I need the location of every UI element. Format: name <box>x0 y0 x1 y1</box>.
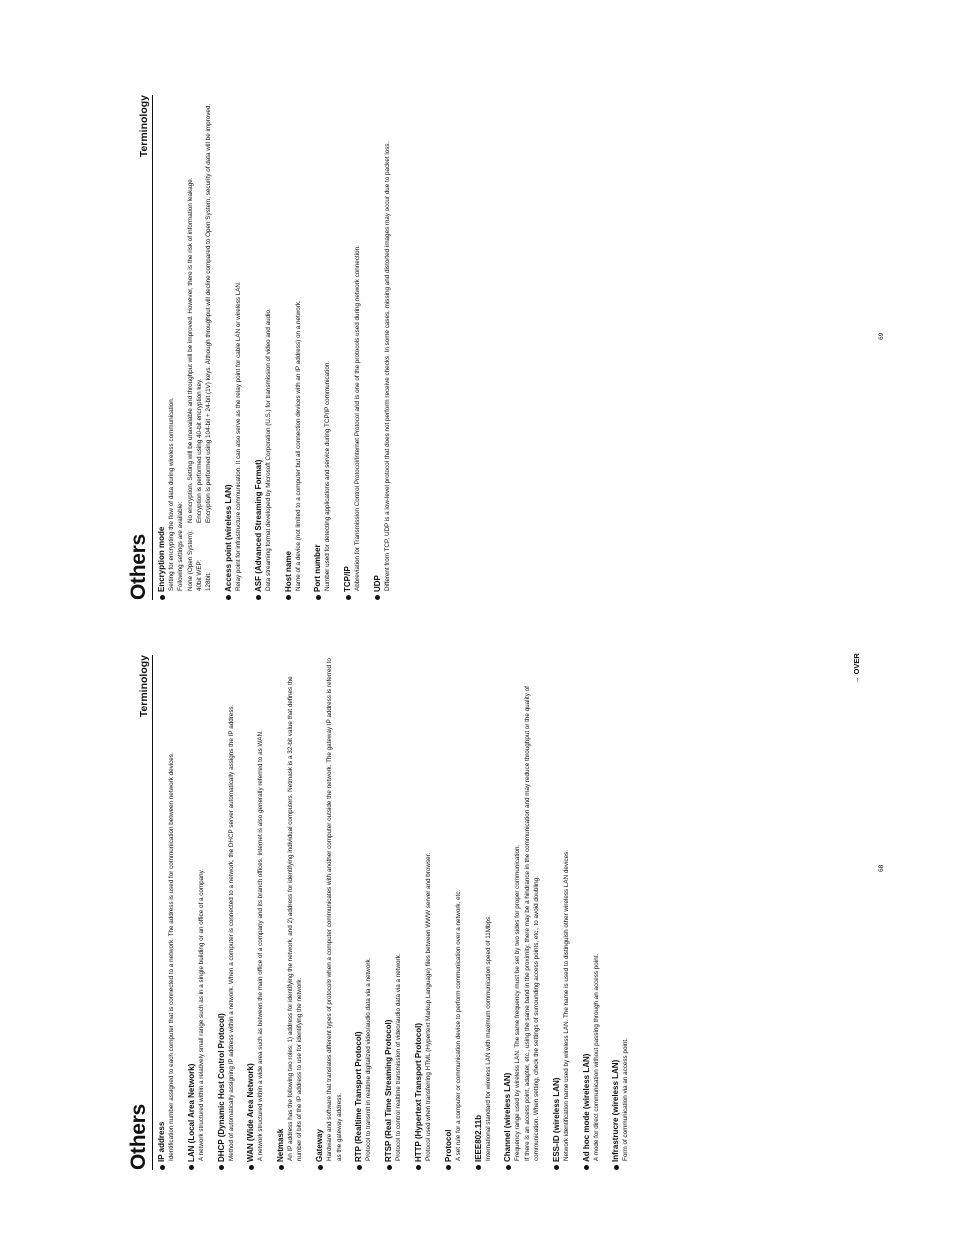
term-name: IEEE802.11b <box>473 1114 483 1162</box>
term-name: WAN (Wide Area Network) <box>246 1063 256 1162</box>
bullet-icon <box>357 1165 362 1170</box>
term-entry-asf <box>254 95 273 600</box>
term-name: Access point (wireless LAN) <box>223 484 233 592</box>
term-description: Relay point for infrastructure communication. It can also serve as the relay point for cable LAN or wireless LAN. <box>234 281 242 591</box>
bullet-icon <box>160 1165 165 1170</box>
terminology-header: Terminology <box>138 95 150 158</box>
term-entry-rtp <box>354 655 373 1170</box>
term-entry-encryption-mode <box>157 95 213 600</box>
section-title: Others <box>127 1104 150 1170</box>
term-entry-port-number <box>313 95 332 600</box>
bullet-icon <box>286 595 291 600</box>
term-description: A mode for direct communication without passing through an access point. <box>592 953 600 1161</box>
bullet-icon <box>476 1165 481 1170</box>
bullet-icon <box>256 595 261 600</box>
term-name: ASF (Advanced Streaming Format) <box>253 459 263 592</box>
term-description: Method of automatically assigning IP address within a network. When a computer is connected to a network, the DHCP server automatically assigns the IP address. <box>227 704 235 1161</box>
bullet-icon <box>318 1165 323 1170</box>
term-name: Host name <box>283 551 293 592</box>
bullet-icon <box>249 1165 254 1170</box>
bullet-icon <box>346 595 351 600</box>
term-description: Protocol used when transferring HTML (Hypertext Markup Language) files between WWW server and browser. <box>424 852 432 1161</box>
option-description: Encryption is performed using 104-bit + 24-bit (1V) keys. Although throughput will decline compared to Open System, security of data will be improved. <box>205 103 213 523</box>
terminology-header: Terminology <box>138 655 150 718</box>
term-entry-ieee80211b <box>474 655 493 1170</box>
term-description: Different from TCP, UDP is a low-level protocol that does not perform receive checks. In some cases, missing and distorted images may occur due to packet loss. <box>383 141 391 591</box>
term-name: Channel (wireless LAN) <box>503 1072 513 1162</box>
term-name: RTP (Realtime Transport Protocol) <box>354 1031 364 1162</box>
term-name: Port number <box>313 544 323 592</box>
term-entry-http <box>414 655 433 1170</box>
term-entry-ip-address <box>157 655 176 1170</box>
term-entry-lan <box>187 655 206 1170</box>
bullet-icon <box>316 595 321 600</box>
term-entry-rtsp <box>384 655 403 1170</box>
term-entry-ess-id <box>552 655 571 1170</box>
term-list <box>153 655 631 1170</box>
term-name: UDP <box>372 575 382 592</box>
bullet-icon <box>279 1165 284 1170</box>
term-description: Number used for detecting applications and service during TCP/IP communication. <box>324 360 332 591</box>
term-description: International standard for wireless LAN with maximum communication speed of 11Mbps. <box>484 915 492 1161</box>
term-entry-channel <box>503 655 541 1170</box>
term-name: ESS-ID (wireless LAN) <box>551 1077 561 1162</box>
page-header <box>118 655 153 1170</box>
encryption-option-row <box>186 95 195 600</box>
term-description: An IP address has the following two roles: 1) address for identifying the network, and 2) address for identifying individual computers. Netmask is a 32-bit value that defines the number of bits of the IP address to use for identifying the network. <box>287 676 304 1161</box>
bullet-icon <box>219 1165 224 1170</box>
term-name: Protocol <box>443 1129 453 1162</box>
term-name: Infrastrucre (wireless LAN) <box>611 1059 621 1162</box>
term-description: Network identification name used by wireless LAN. The name is used to distinguish other wireless LAN devices. <box>562 849 570 1161</box>
term-name: DHCP (Dynamic Host Control Protocol) <box>216 1013 226 1162</box>
page-number-69: 69 <box>878 332 885 340</box>
term-description: Form of communication via an access point. <box>622 1038 630 1161</box>
bullet-icon <box>446 1165 451 1170</box>
term-description: Setting for encrypting the flow of data during wireless communication. <box>168 397 175 591</box>
bullet-icon <box>416 1165 421 1170</box>
page-number-68: 68 <box>878 864 885 872</box>
bullet-icon <box>554 1165 559 1170</box>
bullet-icon <box>226 595 231 600</box>
over-continue-label: → OVER <box>852 653 861 684</box>
term-description: A set rule for a computer or communication device to perform communication over a network, etc. <box>454 889 462 1161</box>
term-name: Gateway <box>315 1129 325 1162</box>
bullet-icon <box>614 1165 619 1170</box>
bullet-icon <box>584 1165 589 1170</box>
bullet-icon <box>506 1165 511 1170</box>
term-description: Identification number assigned to each computer that is connected to a network. The address is used for communication between network devices. <box>168 752 175 1161</box>
term-entry-wan <box>246 655 265 1170</box>
term-entry-netmask <box>276 655 305 1170</box>
term-name: Ad hoc mode (wireless LAN) <box>581 1053 591 1162</box>
bullet-icon <box>189 1165 194 1170</box>
term-description-extra: If there is an access point, adapter, etc., using the same band in the proximity, there may be a hindrance in the communication and may reduce throughput or the quality of communication. When setting, check the settings of surrounding access points, etc., to avoid doubling. <box>523 686 540 1161</box>
term-entry-infrastructure <box>611 655 630 1170</box>
term-entry-dhcp <box>217 655 236 1170</box>
term-entry-tcp-ip <box>343 95 362 600</box>
term-description: Protocol to control realtime transmission of video/audio data via a network. <box>395 953 403 1161</box>
term-description-extra: Following settings are available: <box>177 501 185 591</box>
term-name: Encryption mode <box>157 526 166 592</box>
term-description: Protocol to transmit in realtime digitalized video/audio data via a network. <box>365 957 373 1161</box>
option-description: No encryption. Setting will be unavailable and throughput will be improved. However, there is the risk of information leakage. <box>186 177 194 523</box>
page-header <box>118 95 153 600</box>
bullet-icon <box>160 595 165 600</box>
option-label: 128bit: <box>205 572 213 591</box>
section-title: Others <box>127 534 150 600</box>
term-entry-ad-hoc <box>582 655 601 1170</box>
term-name: Netmask <box>276 1128 286 1162</box>
term-list <box>153 95 392 600</box>
term-description: Data streaming format developed by Microsoft Corporation (U.S.) for transmission of video and audio. <box>264 308 272 591</box>
bullet-icon <box>375 595 380 600</box>
term-name: HTTP (Hypertext Transport Protocol) <box>413 1023 423 1162</box>
term-description: A network structured within a relatively small range such as in a single building or an office of a company. <box>197 868 205 1161</box>
term-entry-udp <box>373 95 392 600</box>
bullet-icon <box>387 1165 392 1170</box>
page-69 <box>118 95 918 600</box>
term-description: Hardware and software that translates different types of protocols when a computer communicates with another computer outside the network. The gateway IP address is referred to as the gateway address. <box>326 658 343 1161</box>
term-entry-gateway <box>315 655 344 1170</box>
term-entry-access-point <box>224 95 243 600</box>
term-entry-host-name <box>284 95 303 600</box>
page-68 <box>118 655 888 1170</box>
term-description: A network structured within a wide area such as between the main office of a company and its branch offices. Internet is also generally referred to as WAN. <box>257 730 265 1161</box>
encryption-option-row <box>204 95 213 600</box>
option-description: Encryption is performed using 40-bit encryption key. <box>195 378 203 523</box>
term-name: RTSP (Real Time Streaming Protocol) <box>384 1019 394 1162</box>
term-description: Frequency range used by wireless LAN. The same frequency must be set by two sides for proper communication. <box>514 844 522 1161</box>
option-label: None (Open System): <box>186 530 194 591</box>
option-label: 40bit WEP: <box>195 559 203 591</box>
term-name: TCP/IP <box>343 566 353 592</box>
term-description: Abbreviation for Transmission Control Protocol/Internet Protocol and is one of the protocols used during network connection. <box>354 245 362 591</box>
term-name: IP address <box>157 1121 166 1162</box>
term-description: Name of a device (not limited to a computer but all connection devices with an IP address) on a network. <box>294 300 302 591</box>
term-name: LAN (Local Area Network) <box>186 1063 196 1162</box>
term-entry-protocol <box>444 655 463 1170</box>
encryption-option-row <box>195 95 204 600</box>
